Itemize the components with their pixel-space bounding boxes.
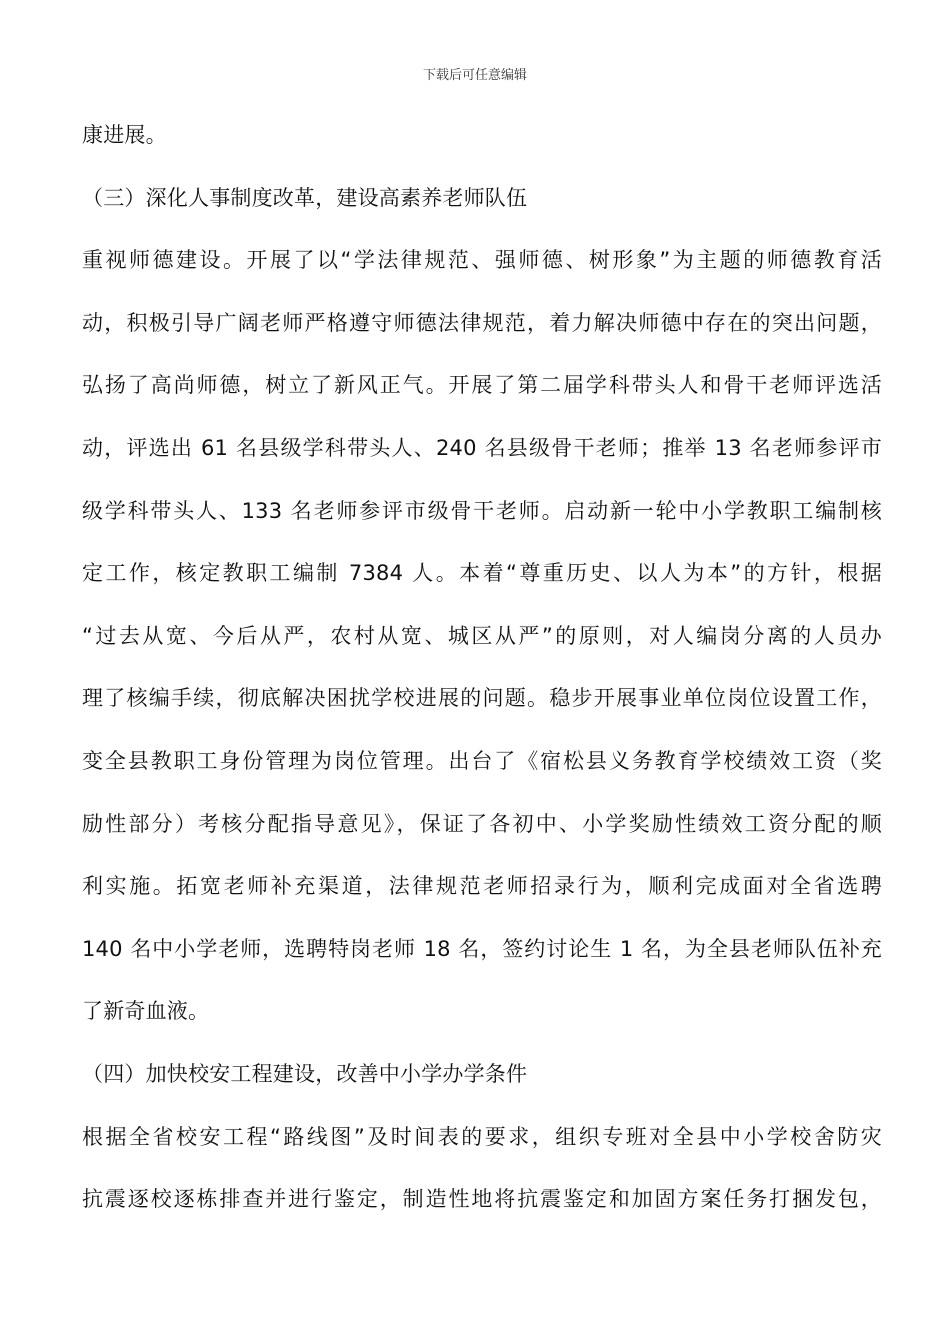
text-line: 变全县教职工身份管理为岗位管理。出台了《宿松县义务教育学校绩效工资（奖 xyxy=(82,748,882,773)
text-line: 级学科带头人、133 名老师参评市级骨干老师。启动新一轮中小学教职工编制核 xyxy=(82,498,882,523)
text-line: （四）加快校安工程建设，改善中小学办学条件 xyxy=(82,1061,528,1086)
text-line: 了新奇血液。 xyxy=(82,999,210,1024)
text-line: 动，积极引导广阔老师严格遵守师德法律规范，着力解决师德中存在的突出问题， xyxy=(82,310,882,335)
text-line: 重视师德建设。开展了以“学法律规范、强师德、树形象”为主题的师德教育活 xyxy=(82,248,882,273)
text-line: 励性部分）考核分配指导意见》，保证了各初中、小学奖励性绩效工资分配的顺 xyxy=(82,811,882,836)
text-line: 根据全省校安工程“路线图”及时间表的要求，组织专班对全县中小学校舍防灾 xyxy=(82,1124,882,1149)
page-header: 下载后可任意编辑 xyxy=(422,68,527,83)
text-line: 定工作，核定教职工编制 7384 人。本着“尊重历史、以人为本”的方针，根据 xyxy=(82,561,882,586)
document-body xyxy=(82,116,882,1243)
text-line: 弘扬了高尚师德，树立了新风正气。开展了第二届学科带头人和骨干老师评选活 xyxy=(82,373,882,398)
text-line: 康进展。 xyxy=(82,123,167,147)
text-line: “过去从宽、今后从严，农村从宽、城区从严”的原则，对人编岗分离的人员办 xyxy=(82,623,882,648)
text-line: 动，评选出 61 名县级学科带头人、240 名县级骨干老师；推举 13 名老师参评市 xyxy=(82,435,882,460)
text-line: 理了核编手续，彻底解决困扰学校进展的问题。稳步开展事业单位岗位设置工作， xyxy=(82,686,882,711)
text-line: 利实施。拓宽老师补充渠道，法律规范老师招录行为，顺利完成面对全省选聘 xyxy=(82,874,882,899)
text-line: 抗震逐校逐栋排查并进行鉴定，制造性地将抗震鉴定和加固方案任务打捆发包， xyxy=(82,1187,882,1212)
text-line: （三）深化人事制度改革，建设高素养老师队伍 xyxy=(82,185,528,210)
text-line: 140 名中小学老师，选聘特岗老师 18 名，签约讨论生 1 名，为全县老师队伍补充 xyxy=(82,936,882,961)
